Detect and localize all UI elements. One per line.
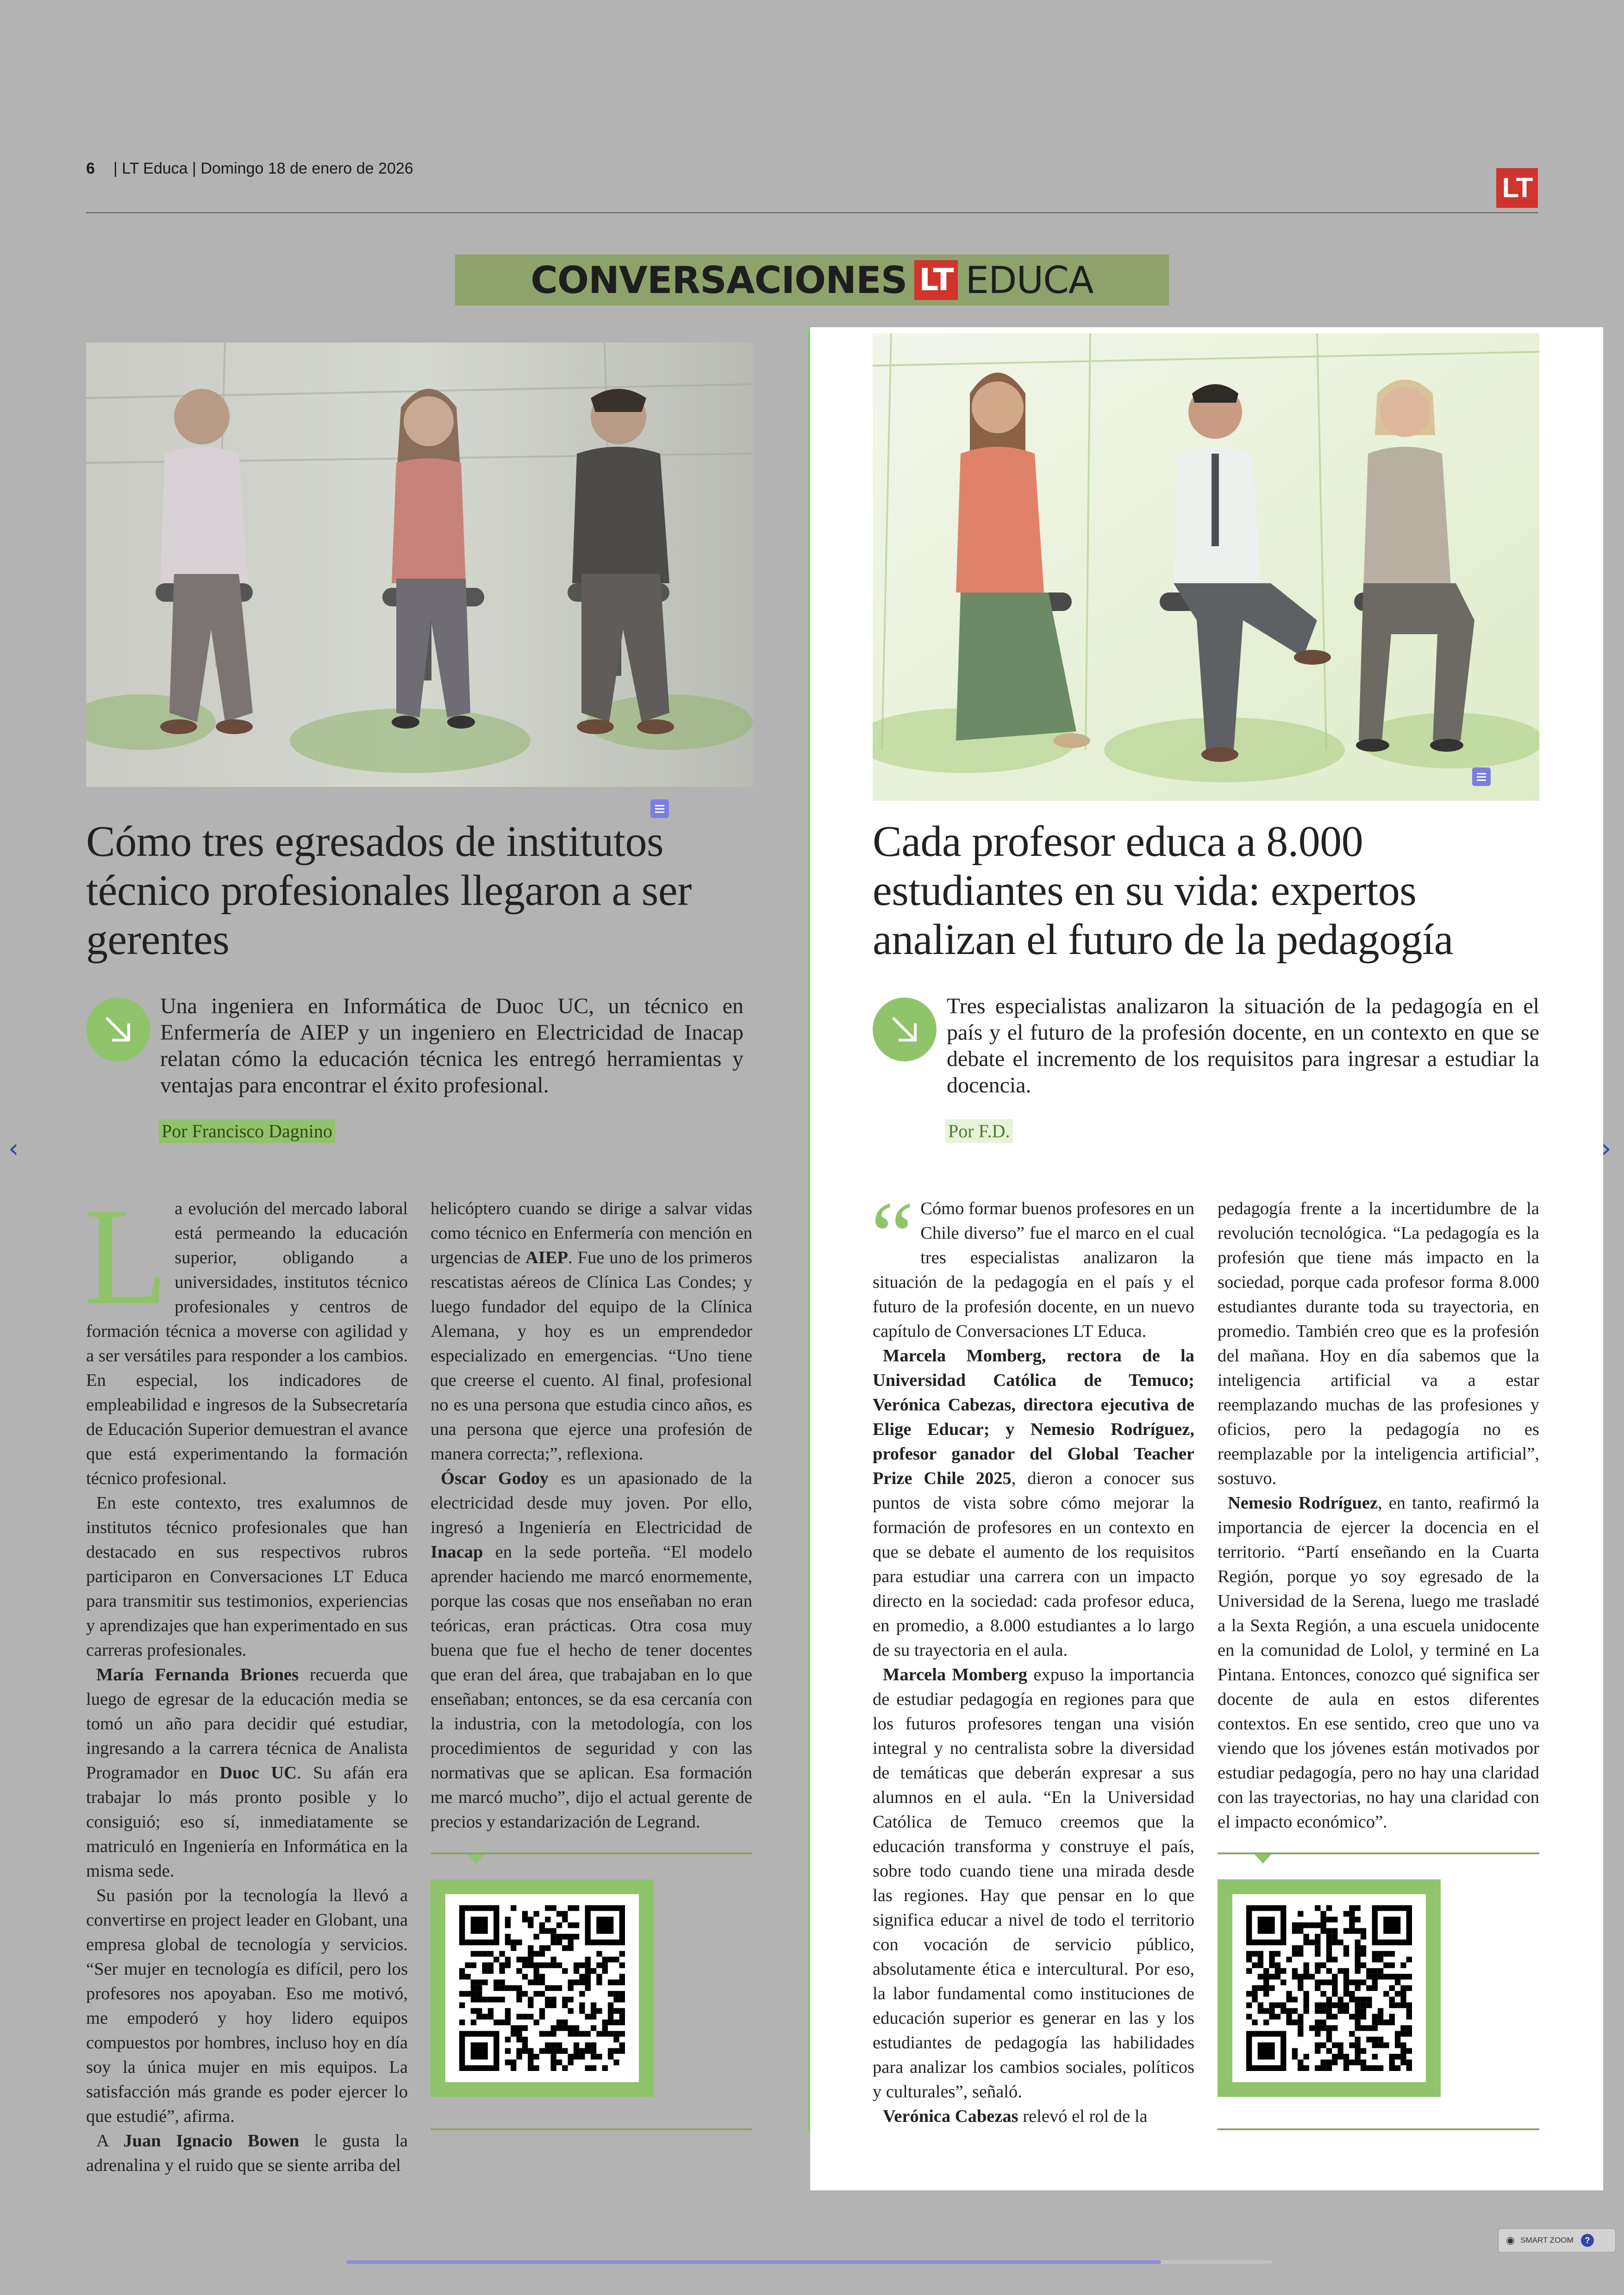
column-divider: [808, 330, 810, 2133]
left-qr-block[interactable]: [431, 1852, 752, 2130]
left-article-byline: Por Francisco Dagnino: [159, 1119, 335, 1143]
right-photo-caption-icon[interactable]: [1472, 767, 1491, 786]
left-qr-frame: [431, 1879, 654, 2097]
banner-title-right: EDUCA: [965, 258, 1093, 302]
banner-title-left: CONVERSACIONES: [531, 258, 907, 302]
qr-bottom-rule: [1218, 2128, 1539, 2130]
left-article-headline[interactable]: Cómo tres egresados de institutos técnico profesionales llegaron a ser gerentes: [86, 817, 692, 964]
page-header: [86, 160, 1538, 214]
page-meta: | LT Educa | Domingo 18 de enero de 2026: [113, 160, 413, 177]
right-qr-block[interactable]: [1218, 1852, 1539, 2130]
left-article-col-1: L a evolución del mercado laboral está permeando la educación superior, obligando a universidades, institutos técnico profesionales y centros de formación técnica a moverse con agilidad y a ser versátiles para responder a los cambios. En especial, los indicadores de empleabilidad e ingresos de la Subsecretaría de Educación Superior demuestran el avance que está experimentando la formación técnico profesional. En este contexto, tres exalumnos de institutos técnico profesionales que han destacado en sus respectivos rubros participaron en Conversaciones LT Educa para transmitir sus testimonios, experiencias y aprendizajes que han experimentado en sus carreras profesionales. María Fernanda Briones recuerda que luego de egresar de la educación media se tomó un año para decidir qué estudiar, ingresando a la carrera técnica de Analista Programador en Duoc UC. Su afán era trabajar lo más pronto posible y lo consiguió; eso sí, inmediatamente se matriculó en Ingeniería en Informática en la misma sede. Su pasión por la tecnología la llevó a convertirse en project leader en Globant, una empresa global de tecnología y servicios. “Ser mujer en tecnología es difícil, pero los profesores nos apoyaban. Eso me motivó, me empoderó y hoy lidero equipos compuestos por hombres, incluso hoy en día soy la única mujer en mis equipos. La satisfacción más grande es poder ejercer lo que estudié”, afirma. A Juan Ignacio Bowen le gusta la adrenalina y el ruido que se siente arriba del: [83, 1179, 408, 2175]
left-article-col-2: helicóptero cuando se dirige a salvar vidas como técnico en Enfermería con mención en urgencias de AIEP. Fue uno de los primeros rescatistas aéreos de Clínica Las Condes; y luego fundador del equipo de la Clínica Alemana, y hoy es un emprendedor especializado en emergencias. “Uno tiene que creerse el cuento. Al final, profesional no es una persona que estudia cinco años, es una persona que ejerce una profesión de manera correcta;”, reflexiona. Óscar Godoy es un apasionado de la electricidad desde muy joven. Por ello, ingresó a Ingeniería en Electricidad de Inacap en la sede porteña. “El modelo aprender haciendo me marcó enormemente, porque las cosas que nos enseñaban no eran teóricas, eran prácticas. Otra cosa muy buena que fue el hecho de tener docentes que eran del área, que trabajaban en lo que enseñaban; entonces, se da esa cercanía con la industria, con la metodología, con los procedimientos de seguridad y con las normativas que se aplican. Esa formación me marcó mucho”, dijo el actual gerente de precios y estandarización de Legrand.: [431, 1199, 752, 1832]
qr-notch: [1255, 1854, 1271, 1864]
prev-page-arrow-icon[interactable]: ‹: [8, 1134, 19, 1164]
right-qr-frame: [1218, 1879, 1441, 2097]
progress-fill: [346, 2260, 1161, 2264]
right-qr-pattern: [1246, 1905, 1412, 2071]
left-qr-pattern: [459, 1905, 625, 2071]
quote-mark-icon: “: [871, 1182, 914, 1290]
qr-bottom-rule: [431, 2128, 752, 2130]
section-banner: [455, 255, 1169, 306]
left-article-deck: Una ingeniera en Informática de Duoc UC, un técnico en Enfermería de AIEP y un ingeniero en Electricidad de Inacap relatan cómo la educación técnica les entregó herramientas y ventajas para encontrar el éxito profesional.: [160, 994, 743, 1098]
left-photo-illustration: [86, 343, 753, 787]
help-icon[interactable]: ?: [1581, 2234, 1594, 2247]
right-article-byline: Por F.D.: [945, 1119, 1013, 1143]
header-divider: [86, 212, 1538, 213]
left-deck-arrow-icon: [86, 998, 150, 1061]
right-qr-code[interactable]: [1232, 1894, 1426, 2082]
lt-logo: LT: [1496, 168, 1538, 208]
smart-zoom-label: SMART ZOOM: [1520, 2236, 1574, 2245]
right-article-photo[interactable]: [873, 333, 1539, 801]
right-photo-illustration: [873, 333, 1539, 801]
right-deck-arrow-icon: [873, 998, 937, 1061]
page-header-text: [86, 160, 413, 178]
left-photo-caption-icon[interactable]: [650, 799, 669, 818]
next-page-arrow-icon[interactable]: ›: [1601, 1134, 1612, 1164]
left-article-photo[interactable]: [86, 343, 753, 787]
smart-zoom-button[interactable]: [1498, 2228, 1616, 2252]
eye-icon: ◉: [1506, 2234, 1515, 2246]
left-qr-code[interactable]: [445, 1894, 639, 2082]
right-article-deck: Tres especialistas analizaron la situación de la pedagogía en el país y el futuro de la profesión docente, en un contexto en que se debate el incremento de los requisitos para ingresar a estudiar la docencia.: [947, 994, 1539, 1098]
page-number: 6: [86, 160, 95, 177]
right-article-col-2: pedagogía frente a la incertidumbre de la revolución tecnológica. “La pedagogía es la profesión que tiene más impacto en la sociedad, porque cada profesor forma 8.000 estudiantes durante toda su trayectoria, en promedio. También creo que es la profesión del mañana. Hoy en día sabemos que la inteligencia artificial va a estar reemplazando muchas de las profesiones y oficios, pero la pedagogía no es reemplazable por la inteligencia artificial”, sostuvo. Nemesio Rodríguez, en tanto, reafirmó la importancia de ejercer la docencia en el territorio. “Partí enseñando en la Cuarta Región, porque yo soy egresado de la Universidad de la Serena, luego me trasladé a la Sexta Región, a una escuela unidocente en la comunidad de Lolol, y terminé en La Pintana. Entonces, conozco qué significa ser docente de aula en estos diferentes contextos. En ese sentido, creo que uno va viendo que los jóvenes están motivados por estudiar pedagogía, pero no hay una claridad con las trayectorias, no hay una claridad con el impacto económico”.: [1218, 1199, 1539, 1832]
left-dropcap: L: [83, 1179, 169, 1333]
banner-lt-logo: LT: [914, 260, 958, 300]
qr-notch: [468, 1854, 484, 1864]
right-article-headline[interactable]: Cada profesor educa a 8.000 estudiantes en su vida: expertos analizan el futuro de la pedagogía: [873, 817, 1454, 964]
right-article-col-1: “ Cómo formar buenos profesores en un Chile diverso” fue el marco en el cual tres especialistas analizaron la situación de la pedagogía en el país y el futuro de la profesión docente, en un nuevo capítulo de Conversaciones LT Educa. Marcela Momberg, rectora de la Universidad Católica de Temuco; Verónica Cabezas, directora ejecutiva de Elige Educar; y Nemesio Rodríguez, profesor ganador del Global Teacher Prize Chile 2025, dieron a conocer sus puntos de vista sobre cómo mejorar la formación de profesores en un contexto en que se debate el aumento de los requisitos para estudiar una carrera con un impacto directo en la sociedad: cada profesor educa, en promedio, a 8.000 estudiantes a lo largo de su trayectoria en el aula. Marcela Momberg expuso la importancia de estudiar pedagogía en regiones para que los futuros profesores tengan una visión integral y no centralista sobre la diversidad de temáticas que deberán expresar a sus alumnos en el aula. “En la Universidad Católica de Temuco creemos que la educación transforma y construye el país, sobre todo cuando tiene una mirada desde las regiones. Hay que pensar en lo que significa educar a nivel de todo el territorio con vocación de servicio público, absolutamente ética e intercultural. Por eso, la labor fundamental como instituciones de educación superior es generar en las y los estudiantes de pedagogía las habilidades para analizar los cambios sociales, políticos y culturales”, señaló. Verónica Cabezas relevó el rol de la: [871, 1182, 1194, 2126]
